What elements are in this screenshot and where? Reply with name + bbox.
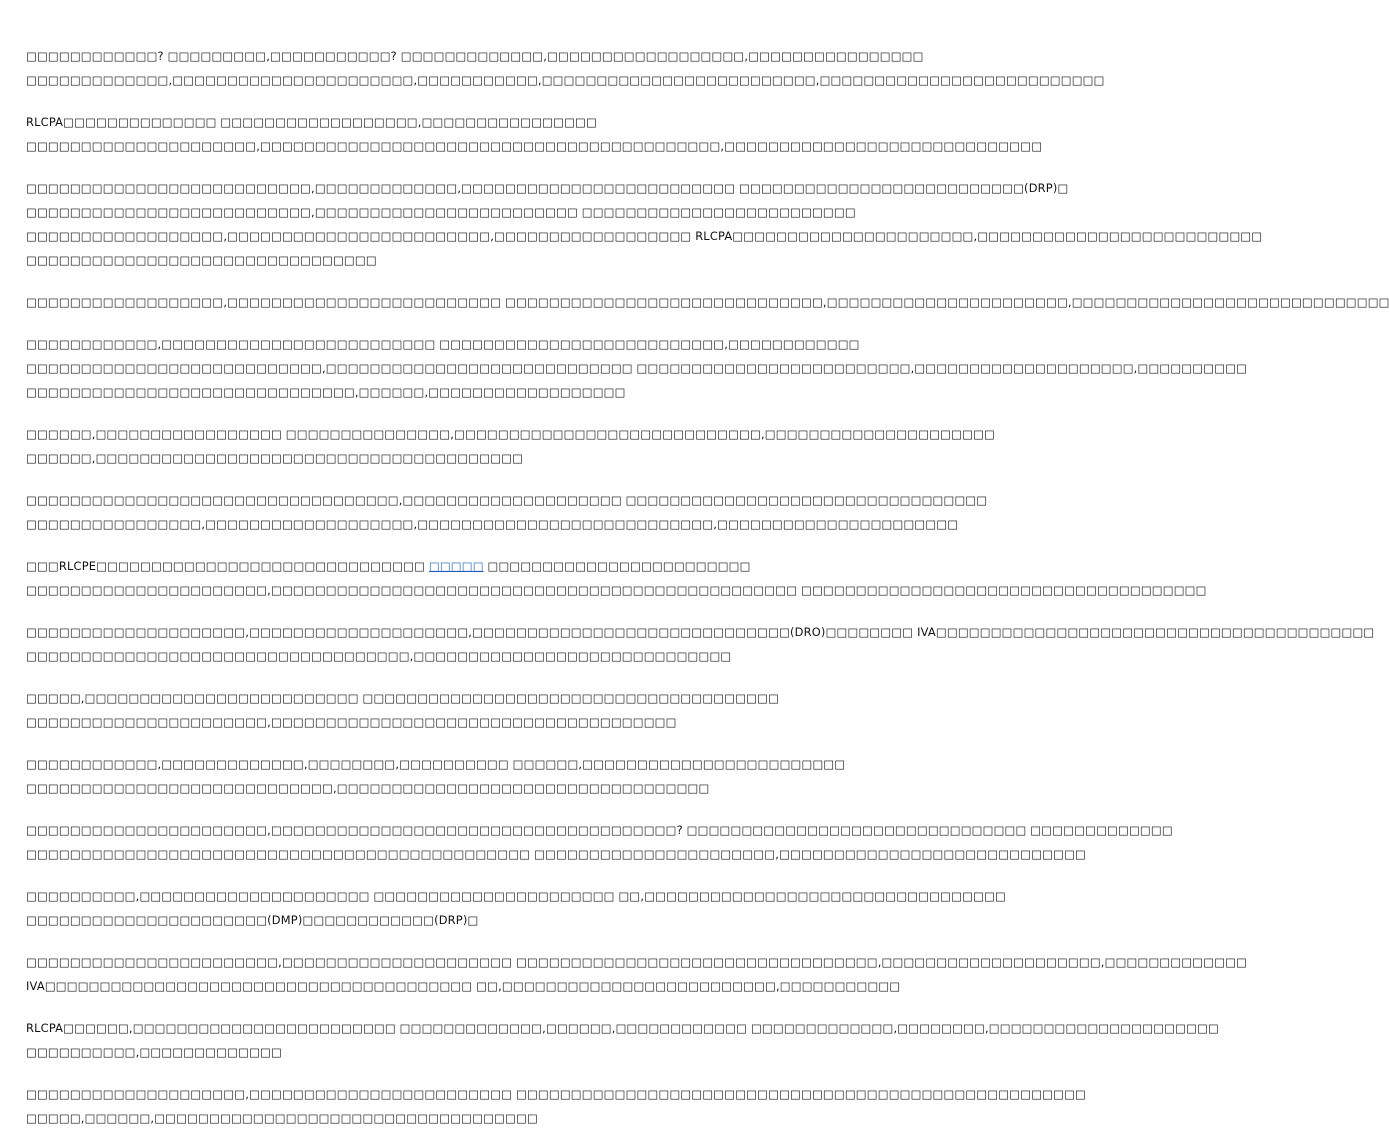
paragraph-line: □□□□□□□□□□□□□□□□□□□□□□□□□□□□□□,□□□□□□,□□□□□□□□□□□□□□□□□□	[26, 385, 626, 399]
paragraph-14	[26, 950, 1248, 998]
paragraph-line: □□□□□□□□□□□□□□□□,□□□□□□□□□□□□□□□□□□□,□□□□□□□□□□□□□□□□□□□□□□□□□□□,□□□□□□□□□□□□□□□□□□□□□□	[26, 517, 959, 531]
paragraph-line: IVA□□□□□□□□□□□□□□□□□□□□□□□□□□□□□□□□□□□□□□□ □□,□□□□□□□□□□□□□□□□□□□□□□□□□,□□□□□□□□□□□	[26, 979, 901, 993]
paragraph-line: □□□□□□,□□□□□□□□□□□□□□□□□ □□□□□□□□□□□□□□□,□□□□□□□□□□□□□□□□□□□□□□□□□□□□,□□□□□□□□□□□□□□□□□□□□□	[26, 427, 995, 441]
paragraph-line: □□□□□□□□□□□□□□□□□□□□□□□□□□□□□□□□□□□,□□□□□□□□□□□□□□□□□□□□□□□□□□□□□	[26, 649, 732, 663]
paragraph-2	[26, 110, 1043, 158]
paragraph-16	[26, 1082, 1087, 1130]
paragraph-line: □□□□□,□□□□□□□□□□□□□□□□□□□□□□□□□ □□□□□□□□□□□□□□□□□□□□□□□□□□□□□□□□□□□□□□	[26, 691, 780, 705]
paragraph-4	[26, 290, 1390, 314]
line-text: □□□RLCPE□□□□□□□□□□□□□□□□□□□□□□□□□□□□□□	[26, 559, 429, 573]
paragraph-line: □□□□□□□□□□,□□□□□□□□□□□□□□□□□□□□□ □□□□□□□□□□□□□□□□□□□□□□ □□,□□□□□□□□□□□□□□□□□□□□□□□□□□□□□□□□□	[26, 889, 1006, 903]
paragraph-line: □□□□□□□□□□□□□□□□□□□□,□□□□□□□□□□□□□□□□□□□□,□□□□□□□□□□□□□□□□□□□□□□□□□□□□□(DRO)□□□□□□□□ IVA□□□□□□□□□□□□□□□□□□□□□□□□□□□□□□□□□□□□□□□□	[26, 625, 1375, 639]
paragraph-6	[26, 422, 995, 470]
paragraph-line: □□□□□□□□□□□□□□□□□□,□□□□□□□□□□□□□□□□□□□□□□□□□ □□□□□□□□□□□□□□□□□□□□□□□□□□□□□,□□□□□□□□□□□□□□□□□□□□□□,□□□□□□□□□□□□□□□□□□□□□□□□□□□□□	[26, 295, 1390, 309]
paragraph-3	[26, 176, 1263, 272]
paragraph-line: □□□□□□□□□□□□□□□□□□□□□□□□□□□□,□□□□□□□□□□□□□□□□□□□□□□□□□□□□□□□□□□	[26, 781, 710, 795]
paragraph-line: □□□□□□□□□□□□□,□□□□□□□□□□□□□□□□□□□□□□,□□□□□□□□□□□,□□□□□□□□□□□□□□□□□□□□□□□□□,□□□□□□□□□□□□□□□□□□□□□□□□□□	[26, 73, 1105, 87]
paragraph-11	[26, 752, 846, 800]
paragraph-12	[26, 818, 1173, 866]
paragraph-1	[26, 44, 1105, 92]
paragraph-line: RLCPA□□□□□□□□□□□□□□ □□□□□□□□□□□□□□□□□□,□□□□□□□□□□□□□□□□	[26, 115, 597, 129]
paragraph-line-with-link	[26, 554, 751, 578]
paragraph-line: □□□□□□□□□□□□□□□□□□□□□□(DMP)□□□□□□□□□□□□(DRP)□	[26, 913, 479, 927]
paragraph-line: □□□□□□,□□□□□□□□□□□□□□□□□□□□□□□□□□□□□□□□□□□□□□□	[26, 451, 524, 465]
paragraph-line: □□□□□□□□□□□□□□□□□□□□□□□□□□□,□□□□□□□□□□□□□□□□□□□□□□□□□□□□ □□□□□□□□□□□□□□□□□□□□□□□□□,□□□□□□□□□□□□□□□□□□□□,□□□□□□□□□□	[26, 361, 1248, 375]
paragraph-13	[26, 884, 1006, 932]
paragraph-line: □□□□□□□□□□□□□□□□□□□□□□,□□□□□□□□□□□□□□□□□□□□□□□□□□□□□□□□□□□□□□□□□□□□□□□□ □□□□□□□□□□□□□□□□□□□□□□□□□□□□□□□□□□□□□	[26, 583, 1207, 597]
paragraph-line: □□□□□□□□□□□□□□□□□□□□□□,□□□□□□□□□□□□□□□□□□□□□□□□□□□□□□□□□□□□□	[26, 715, 677, 729]
paragraph-line: □□□□□□□□□□□□□□□□□□□□□□□□□□□□□□□□□□□□□□□□□□□□□□ □□□□□□□□□□□□□□□□□□□□□□,□□□□□□□□□□□□□□□□□□□□□□□□□□□□	[26, 847, 1087, 861]
paragraph-10	[26, 686, 780, 734]
inline-link[interactable]: □□□□□	[428, 559, 484, 573]
paragraph-line: □□□□□□□□□□□□□□□□□□,□□□□□□□□□□□□□□□□□□□□□□□□,□□□□□□□□□□□□□□□□□□ RLCPA□□□□□□□□□□□□□□□□□□□□□□,□□□□□□□□□□□□□□□□□□□□□□□□□□	[26, 229, 1263, 243]
paragraph-line: □□□□□□□□□□□□□□□□□□□□,□□□□□□□□□□□□□□□□□□□□□□□□ □□□□□□□□□□□□□□□□□□□□□□□□□□□□□□□□□□□□□□□□□□□□□□□□□□□□	[26, 1087, 1087, 1101]
paragraph-7	[26, 488, 988, 536]
paragraph-5	[26, 332, 1248, 404]
paragraph-line: □□□□□□□□□□□□□□□□□□□□□□□□□□□□□□□□	[26, 253, 377, 267]
paragraph-line: RLCPA□□□□□□,□□□□□□□□□□□□□□□□□□□□□□□□ □□□□□□□□□□□□□,□□□□□□,□□□□□□□□□□□□ □□□□□□□□□□□□□,□□□□□□□□,□□□□□□□□□□□□□□□□□□□□□	[26, 1021, 1219, 1035]
paragraph-line: □□□□□□□□□□□□□□□□□□□□□□□□□□□□□□□□□□,□□□□□□□□□□□□□□□□□□□□ □□□□□□□□□□□□□□□□□□□□□□□□□□□□□□□□□	[26, 493, 988, 507]
paragraph-9	[26, 620, 1375, 668]
paragraph-line: □□□□□□□□□□□□□□□□□□□□□□□,□□□□□□□□□□□□□□□□□□□□□ □□□□□□□□□□□□□□□□□□□□□□□□□□□□□□□□□,□□□□□□□□□□□□□□□□□□□□,□□□□□□□□□□□□□	[26, 955, 1248, 969]
paragraph-15	[26, 1016, 1219, 1064]
paragraph-line: □□□□□□□□□□□□,□□□□□□□□□□□□□,□□□□□□□□,□□□□□□□□□□ □□□□□□,□□□□□□□□□□□□□□□□□□□□□□□□	[26, 757, 846, 771]
paragraph-line: □□□□□□□□□□,□□□□□□□□□□□□□	[26, 1045, 282, 1059]
paragraph-line: □□□□□□□□□□□□□□□□□□□□□,□□□□□□□□□□□□□□□□□□□□□□□□□□□□□□□□□□□□□□□□□□,□□□□□□□□□□□□□□□□□□□□□□□□□□□□□	[26, 139, 1043, 153]
paragraph-line: □□□□□□□□□□□□,□□□□□□□□□□□□□□□□□□□□□□□□□ □□□□□□□□□□□□□□□□□□□□□□□□□□,□□□□□□□□□□□□	[26, 337, 860, 351]
paragraph-line: □□□□□□□□□□□□? □□□□□□□□□,□□□□□□□□□□□? □□□□□□□□□□□□□,□□□□□□□□□□□□□□□□□□,□□□□□□□□□□□□□□□□	[26, 49, 924, 63]
paragraph-line: □□□□□,□□□□□□,□□□□□□□□□□□□□□□□□□□□□□□□□□□□□□□□□□□	[26, 1111, 538, 1125]
line-text-after-link: □□□□□□□□□□□□□□□□□□□□□□□□	[483, 559, 751, 573]
paragraph-line: □□□□□□□□□□□□□□□□□□□□□□,□□□□□□□□□□□□□□□□□□□□□□□□□□□□□□□□□□□□□? □□□□□□□□□□□□□□□□□□□□□□□□□□□□□□□ □□□□□□□□□□□□□	[26, 823, 1173, 837]
paragraph-line: □□□□□□□□□□□□□□□□□□□□□□□□□□,□□□□□□□□□□□□□□□□□□□□□□□□ □□□□□□□□□□□□□□□□□□□□□□□□□	[26, 205, 856, 219]
paragraph-line: □□□□□□□□□□□□□□□□□□□□□□□□□□,□□□□□□□□□□□□□,□□□□□□□□□□□□□□□□□□□□□□□□□ □□□□□□□□□□□□□□□□□□□□□□□□□□(DRP)□	[26, 181, 1069, 195]
paragraph-8	[26, 554, 1207, 602]
